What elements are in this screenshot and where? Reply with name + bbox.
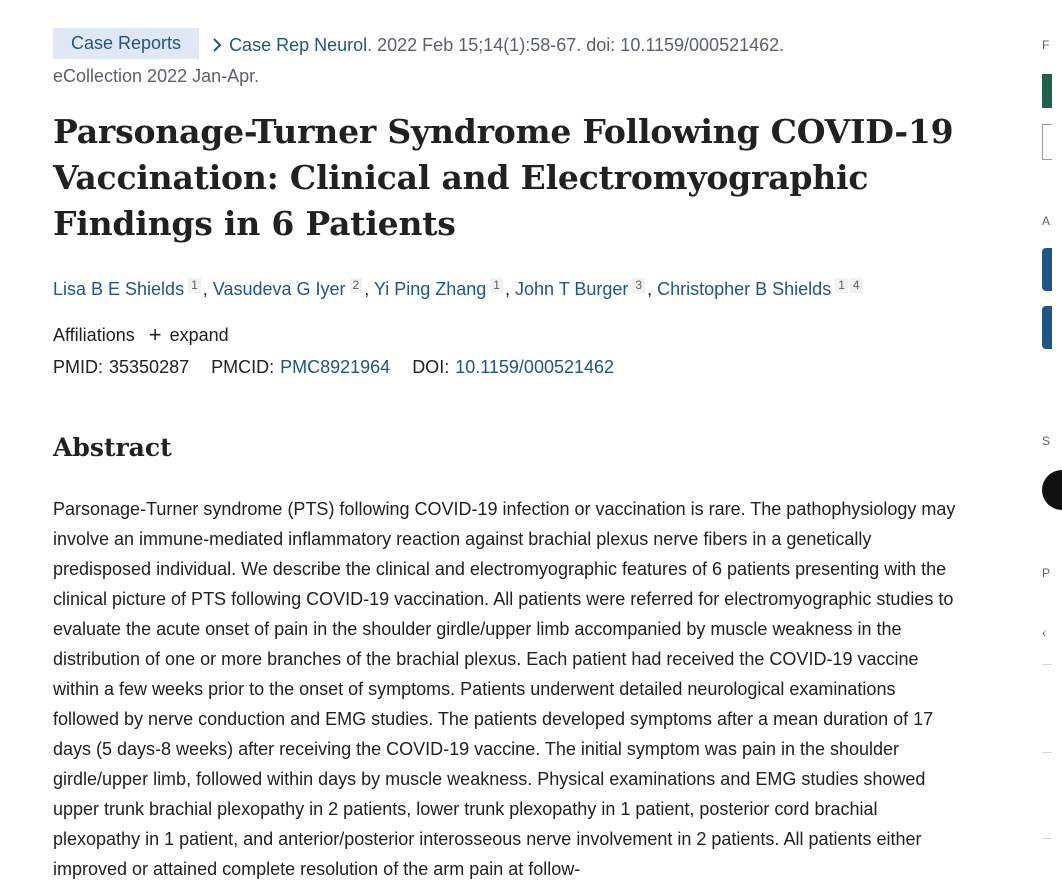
plus-icon: + (148, 322, 162, 347)
pmid-label: PMID: (53, 357, 104, 377)
publication-type-badge[interactable]: Case Reports (53, 28, 199, 59)
sidebar-divider (1042, 838, 1052, 839)
sidebar-blue-button[interactable] (1042, 306, 1052, 349)
abstract-heading: Abstract (53, 433, 172, 462)
affiliations-row (53, 322, 958, 348)
right-sidebar-edge (1038, 0, 1051, 891)
ecollection-date: eCollection 2022 Jan-Apr. (53, 66, 260, 86)
sidebar-letter: A (1042, 214, 1051, 228)
expand-label: expand (169, 325, 229, 345)
affiliation-number[interactable]: 2 (350, 278, 365, 292)
author-link[interactable]: John T Burger (515, 279, 629, 299)
sidebar-divider (1042, 664, 1052, 665)
author-link[interactable]: Yi Ping Zhang (373, 279, 487, 299)
author-link[interactable]: Christopher B Shields (657, 279, 832, 299)
author-link[interactable]: Vasudeva G Iyer (212, 279, 346, 299)
article-title: Parsonage-Turner Syndrome Following COVID-19 Vaccination: Clinical and Electromyographic Findings in 6 Patients (53, 112, 954, 243)
pmcid-label: PMCID: (211, 357, 275, 377)
pmcid-link[interactable]: PMC8921964 (280, 357, 391, 377)
journal-link[interactable]: Case Rep Neurol (229, 35, 368, 55)
affiliation-number[interactable]: 1 4 (835, 278, 864, 292)
sidebar-letter: F (1042, 38, 1050, 52)
affiliation-number[interactable]: 3 (632, 278, 647, 292)
expand-affiliations-button[interactable] (149, 322, 229, 348)
share-icon[interactable] (1042, 470, 1062, 510)
abstract-text: Parsonage-Turner syndrome (PTS) following COVID-19 infection or vaccination is rare. The pathophysiology may involve an immune-mediated inflammatory reaction against brachial plexus nerve fibers in a genetically predisposed individual. We describe the clinical and electromyographic features of 6 patients presenting with the clinical picture of PTS following COVID-19 vaccination. All patients were referred for electromyographic studies to evaluate the acute onset of pain in the shoulder girdle/upper limb accompanied by muscle weakness in the distribution of one or more branches of the brachial plexus. Each patient had received the COVID-19 vaccine within a few weeks prior to the onset of symptoms. Patients underwent detailed neurological examinations followed by nerve conduction and EMG studies. The patients developed symptoms after a mean duration of 17 days (5 days-8 weeks) after receiving the COVID-19 vaccine. The initial symptom was pain in the shoulder girdle/upper limb, followed within days by muscle weakness. Physical examinations and EMG studies showed upper trunk brachial plexopathy in 2 patients, lower trunk plexopathy in 1 patient, posterior cord brachial plexopathy in 1 patient, and anterior/posterior interosseous nerve involvement in 2 patients. All patients either improved or attained complete resolution of the arm pain at follow- (53, 499, 956, 879)
affiliations-label: Affiliations (53, 325, 135, 345)
author-link[interactable]: Lisa B E Shields (53, 279, 185, 299)
sidebar-letter: S (1042, 434, 1051, 448)
sidebar-green-button[interactable] (1042, 74, 1052, 108)
sidebar-letter: P (1042, 566, 1051, 580)
affiliation-number[interactable]: 1 (188, 278, 203, 292)
article-main (53, 28, 958, 884)
citation-line (53, 28, 958, 62)
sidebar-blue-button[interactable] (1042, 248, 1052, 291)
doi-link[interactable]: 10.1159/000521462 (455, 357, 615, 377)
sidebar-select[interactable] (1042, 124, 1052, 160)
author-list: Lisa B E Shields $^1$ , Vasudeva G Iyer $^2$ , Yi Ping Zhang $^1$ , John T Burger $^3$ , Christopher B Shields $^{1 4}$ (53, 272, 958, 302)
doi-label: DOI: (412, 357, 450, 377)
citation-details: . 2022 Feb 15;14(1):58-67. doi: 10.1159/000521462. (367, 35, 785, 55)
affiliation-number[interactable]: 1 (490, 278, 505, 292)
sidebar-divider (1042, 752, 1052, 753)
pmid-value: 35350287 (109, 357, 190, 377)
chevron-left-icon[interactable]: ‹ (1042, 626, 1046, 640)
identifiers-row (53, 354, 958, 380)
chevron-right-icon[interactable] (211, 28, 223, 62)
